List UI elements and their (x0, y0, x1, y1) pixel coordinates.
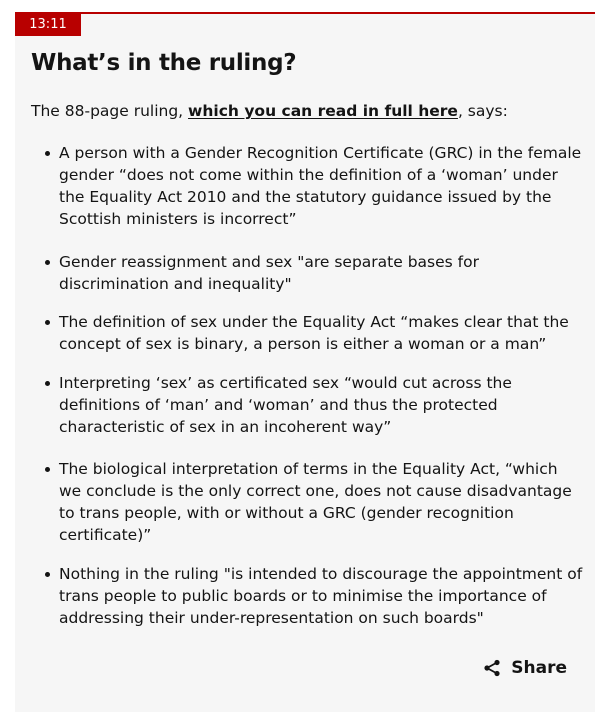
live-post-card (15, 12, 595, 712)
share-icon (483, 659, 501, 677)
timestamp-badge: 13:11 (15, 14, 81, 36)
list-item: Nothing in the ruling "is intended to discourage the appointment of trans people to public boards or to minimise the importance of addressing their under-representation on such boards" (31, 563, 583, 629)
list-item: The definition of sex under the Equality Act “makes clear that the concept of sex is binary, a person is either a woman or a man” (31, 311, 583, 355)
post-heading: What’s in the ruling? (31, 50, 297, 76)
list-item: A person with a Gender Recognition Certificate (GRC) in the female gender “does not come within the definition of a ‘woman’ under the Equality Act 2010 and the statutory guidance issued by the Scottish ministers is incorrect” (31, 142, 583, 230)
share-label: Share (511, 658, 567, 678)
ruling-points-list (31, 142, 583, 629)
share-button[interactable] (483, 658, 567, 678)
list-item: The biological interpretation of terms in the Equality Act, “which we conclude is the only correct one, does not cause disadvantage to trans people, with or without a GRC (gender recognition certificate)” (31, 458, 583, 546)
read-ruling-link[interactable]: which you can read in full here (188, 102, 458, 120)
intro-text-before: The 88-page ruling, (31, 102, 189, 120)
intro-text-after: , says: (457, 102, 508, 120)
list-item: Interpreting ‘sex’ as certificated sex “would cut across the definitions of ‘man’ and ‘woman’ and thus the protected characteristic of sex in an incoherent way” (31, 372, 583, 438)
list-item: Gender reassignment and sex "are separate bases for discrimination and inequality" (31, 251, 583, 295)
intro-paragraph (31, 100, 579, 122)
